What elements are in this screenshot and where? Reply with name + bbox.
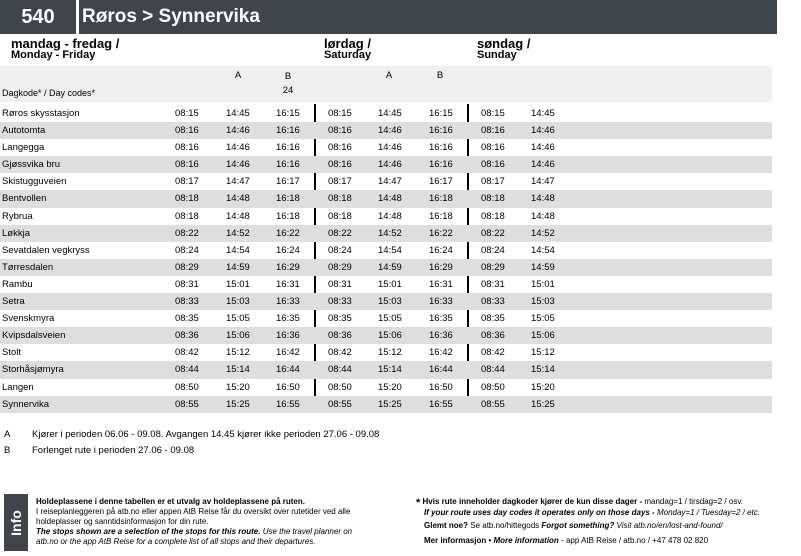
departure-time-saturday: 14:59 xyxy=(378,261,402,273)
day-code-note: mandag=1 / tirsdag=2 / osv. xyxy=(642,497,743,506)
stop-name: Rambu xyxy=(2,278,33,290)
departure-time-saturday: 14:46 xyxy=(378,125,402,137)
departure-time-weekday: 08:22 xyxy=(175,227,199,239)
departure-time-weekday: 15:06 xyxy=(226,330,250,342)
departure-time-weekday: 15:05 xyxy=(226,313,250,325)
departure-time-saturday: 14:46 xyxy=(378,159,402,171)
departure-time-saturday: 15:06 xyxy=(378,330,402,342)
departure-time-weekday: 16:44 xyxy=(276,364,300,376)
departure-time-sunday: 08:55 xyxy=(481,398,505,410)
departure-time-weekday: 16:36 xyxy=(276,330,300,342)
info-italic-text: Use the travel planner on atb.no or the app AtB Reise for a complete list of all stops and their departures. xyxy=(36,527,353,546)
departure-time-saturday: 16:18 xyxy=(429,210,453,222)
stop-name: Skistugguveien xyxy=(2,176,67,188)
stop-name: Tørresdalen xyxy=(2,261,54,273)
departure-time-saturday: 16:36 xyxy=(429,330,453,342)
day-code-weekday-b: B 24 xyxy=(282,71,294,96)
info-contact xyxy=(416,497,760,546)
day-heading-no: lørdag / xyxy=(324,36,371,51)
departure-time-saturday: 15:05 xyxy=(378,313,402,325)
departure-time-weekday: 16:17 xyxy=(276,176,300,188)
departure-time-saturday: 08:42 xyxy=(328,347,352,359)
departure-time-saturday: 16:17 xyxy=(429,176,453,188)
stop-name: Kvipsdalsveien xyxy=(2,330,66,342)
day-code-row xyxy=(0,66,772,102)
departure-time-sunday: 15:12 xyxy=(531,347,555,359)
day-code-note-en-bold: If your route uses day codes it operates only on those days - xyxy=(424,508,655,517)
departure-time-sunday: 14:59 xyxy=(531,261,555,273)
info-tab-label: Info xyxy=(8,509,24,536)
departure-time-weekday: 14:46 xyxy=(226,159,250,171)
departure-time-weekday: 16:55 xyxy=(276,398,300,410)
departure-time-sunday: 08:16 xyxy=(481,142,505,154)
departure-time-saturday: 16:16 xyxy=(429,159,453,171)
departure-time-weekday: 08:50 xyxy=(175,381,199,393)
stop-name: Langen xyxy=(2,381,34,393)
departure-time-weekday: 14:59 xyxy=(226,261,250,273)
departure-time-weekday: 15:12 xyxy=(226,347,250,359)
departure-time-saturday: 16:44 xyxy=(429,364,453,376)
header-divider xyxy=(76,0,79,34)
table-row xyxy=(0,361,772,378)
departure-time-sunday: 08:22 xyxy=(481,227,505,239)
departure-time-saturday: 14:52 xyxy=(378,227,402,239)
table-row xyxy=(0,122,772,139)
departure-time-sunday: 08:35 xyxy=(481,313,505,325)
departure-time-saturday: 08:55 xyxy=(328,398,352,410)
departure-time-sunday: 08:33 xyxy=(481,296,505,308)
departure-time-saturday: 15:03 xyxy=(378,296,402,308)
departure-time-saturday: 16:24 xyxy=(429,244,453,256)
departure-time-sunday: 14:46 xyxy=(531,159,555,171)
departure-time-weekday: 08:17 xyxy=(175,176,199,188)
departure-time-saturday: 14:48 xyxy=(378,193,402,205)
lost-found-en-bold: Forgot something? xyxy=(541,521,615,530)
table-row xyxy=(0,293,772,310)
departure-time-weekday: 14:48 xyxy=(226,210,250,222)
day-code-explanation-en xyxy=(416,508,760,518)
departure-time-weekday: 08:24 xyxy=(175,244,199,256)
departure-time-saturday: 16:35 xyxy=(429,313,453,325)
stop-name: Røros skysstasjon xyxy=(2,108,80,119)
departure-time-saturday: 16:22 xyxy=(429,227,453,239)
departure-time-sunday: 08:31 xyxy=(481,278,505,290)
departure-time-saturday: 08:50 xyxy=(328,381,352,393)
departure-time-saturday: 16:42 xyxy=(429,347,453,359)
departure-time-weekday: 08:18 xyxy=(175,193,199,205)
lost-found-en-link[interactable]: Visit atb.no/en/lost-and-found/ xyxy=(614,521,723,530)
departure-time-sunday: 14:48 xyxy=(531,193,555,205)
stop-name: Stolt xyxy=(2,347,22,359)
departure-time-saturday: 14:45 xyxy=(378,108,402,119)
table-row xyxy=(0,396,772,413)
stop-name: Synnervika xyxy=(2,398,49,410)
departure-time-sunday: 08:17 xyxy=(481,176,505,188)
more-info xyxy=(416,536,760,546)
departure-time-saturday: 08:44 xyxy=(328,364,352,376)
departure-time-saturday: 08:31 xyxy=(328,278,352,290)
departure-time-weekday: 15:25 xyxy=(226,398,250,410)
table-row xyxy=(0,276,772,293)
departure-time-saturday: 14:48 xyxy=(378,210,402,222)
table-row xyxy=(0,208,772,225)
footnote-text: Kjører i perioden 06.06 - 09.08. Avgangen 14.45 kjører ikke perioden 27.06 - 09.08 xyxy=(32,429,380,440)
departure-time-weekday: 16:29 xyxy=(276,261,300,273)
departure-time-sunday: 15:03 xyxy=(531,296,555,308)
departure-time-weekday: 08:42 xyxy=(175,347,199,359)
day-code-note-en: Monday=1 / Tuesday=2 / etc. xyxy=(654,508,760,517)
info-bold-italic: The stops shown are a selection of the stops for this route. xyxy=(36,527,261,536)
departure-time-weekday: 16:50 xyxy=(276,381,300,393)
departure-time-sunday: 14:54 xyxy=(531,244,555,256)
departure-time-saturday: 08:16 xyxy=(328,125,352,137)
departure-time-saturday: 15:20 xyxy=(378,381,402,393)
day-code-weekday-a: A xyxy=(234,70,242,81)
departure-time-weekday: 16:16 xyxy=(276,159,300,171)
departure-time-sunday: 08:16 xyxy=(481,159,505,171)
stop-name: Løkkja xyxy=(2,227,30,239)
departure-time-weekday: 08:16 xyxy=(175,159,199,171)
departure-time-saturday: 14:47 xyxy=(378,176,402,188)
departure-time-sunday: 15:25 xyxy=(531,398,555,410)
departure-time-sunday: 08:44 xyxy=(481,364,505,376)
departure-time-weekday: 15:14 xyxy=(226,364,250,376)
departure-time-weekday: 14:48 xyxy=(226,193,250,205)
day-heading-no: mandag - fredag / xyxy=(11,36,120,51)
departure-time-weekday: 16:18 xyxy=(276,210,300,222)
day-code-saturday-b: B xyxy=(436,70,444,81)
departure-time-saturday: 15:01 xyxy=(378,278,402,290)
departure-time-weekday: 08:16 xyxy=(175,125,199,137)
departure-time-saturday: 08:16 xyxy=(328,142,352,154)
footnote-mark: A xyxy=(4,429,11,440)
info-bold-line: Holdeplassene i denne tabellen er et utvalg av holdeplassene på ruten. xyxy=(36,497,305,506)
departure-time-weekday: 14:52 xyxy=(226,227,250,239)
departure-time-sunday: 08:15 xyxy=(481,108,505,119)
departure-time-sunday: 14:45 xyxy=(531,108,555,119)
stop-name: Setra xyxy=(2,296,25,308)
day-heading-sunday xyxy=(477,37,530,61)
stop-name: Svenskmyra xyxy=(2,313,55,325)
departure-time-sunday: 14:46 xyxy=(531,142,555,154)
departure-time-saturday: 08:36 xyxy=(328,330,352,342)
departure-time-saturday: 08:15 xyxy=(328,108,352,119)
table-row xyxy=(0,344,772,361)
departure-time-saturday: 08:29 xyxy=(328,261,352,273)
footnote-text: Forlenget rute i perioden 27.06 - 09.08 xyxy=(32,445,195,456)
departure-time-saturday: 15:25 xyxy=(378,398,402,410)
table-row xyxy=(0,310,772,327)
departure-time-saturday: 08:22 xyxy=(328,227,352,239)
departure-time-weekday: 16:33 xyxy=(276,296,300,308)
table-row xyxy=(0,327,772,344)
table-row xyxy=(0,242,772,259)
stop-name: Langegga xyxy=(2,142,45,154)
departure-time-saturday: 08:24 xyxy=(328,244,352,256)
departure-time-sunday: 08:18 xyxy=(481,193,505,205)
departure-time-weekday: 08:44 xyxy=(175,364,199,376)
departure-time-sunday: 14:48 xyxy=(531,210,555,222)
departure-time-saturday: 16:33 xyxy=(429,296,453,308)
stop-name: Gjøssvika bru xyxy=(2,159,61,171)
departure-time-weekday: 08:35 xyxy=(175,313,199,325)
day-code-label: Dagkode* / Day codes* xyxy=(2,88,96,98)
day-code-explanation xyxy=(416,497,760,508)
departure-time-sunday: 08:29 xyxy=(481,261,505,273)
departure-time-weekday: 14:54 xyxy=(226,244,250,256)
departure-time-saturday: 15:12 xyxy=(378,347,402,359)
departure-time-weekday: 08:36 xyxy=(175,330,199,342)
departure-time-weekday: 16:31 xyxy=(276,278,300,290)
departure-time-weekday: 16:24 xyxy=(276,244,300,256)
departure-time-saturday: 16:55 xyxy=(429,398,453,410)
day-code-note-bold: Hvis rute inneholder dagkoder kjører de kun disse dager - xyxy=(422,497,643,506)
departure-time-weekday: 08:15 xyxy=(175,108,199,119)
more-info-bold: Mer informasjon • xyxy=(424,536,492,545)
more-info-en: More information xyxy=(491,536,559,545)
departure-time-saturday: 08:18 xyxy=(328,193,352,205)
info-normal-text: I reiseplanleggeren på atb.no eller appen AtB Reise får du oversikt over rutetider ved alle holdeplasser og sanntidsinformasjon for din rute. xyxy=(36,507,351,526)
departure-time-saturday: 16:31 xyxy=(429,278,453,290)
departure-time-weekday: 14:47 xyxy=(226,176,250,188)
departure-time-weekday: 08:16 xyxy=(175,142,199,154)
info-tab xyxy=(4,494,28,551)
departure-time-weekday: 08:18 xyxy=(175,210,199,222)
departure-time-weekday: 15:20 xyxy=(226,381,250,393)
departure-time-saturday: 08:18 xyxy=(328,210,352,222)
more-info-contact[interactable]: - app AtB Reise / atb.no / +47 478 02 820 xyxy=(558,536,709,545)
departure-time-sunday: 08:24 xyxy=(481,244,505,256)
departure-time-sunday: 14:46 xyxy=(531,125,555,137)
departure-time-weekday: 16:18 xyxy=(276,193,300,205)
day-heading-saturday xyxy=(324,37,371,61)
day-heading-en: Sunday xyxy=(477,49,517,61)
departure-time-saturday: 08:17 xyxy=(328,176,352,188)
route-name: Røros > Synnervika xyxy=(82,6,260,27)
departure-time-weekday: 08:33 xyxy=(175,296,199,308)
departure-time-sunday: 15:20 xyxy=(531,381,555,393)
departure-time-weekday: 14:46 xyxy=(226,125,250,137)
info-stops-note xyxy=(36,497,376,547)
table-row xyxy=(0,105,772,122)
departure-time-sunday: 14:47 xyxy=(531,176,555,188)
departure-time-weekday: 15:01 xyxy=(226,278,250,290)
lost-found-link[interactable]: Se atb.no/hittegods xyxy=(468,521,542,530)
departure-time-weekday: 14:45 xyxy=(226,108,250,119)
departure-time-weekday: 08:55 xyxy=(175,398,199,410)
departure-time-sunday: 15:05 xyxy=(531,313,555,325)
departure-time-sunday: 08:42 xyxy=(481,347,505,359)
departure-time-saturday: 08:33 xyxy=(328,296,352,308)
table-row xyxy=(0,190,772,207)
departure-time-weekday: 16:16 xyxy=(276,125,300,137)
timetable-rows xyxy=(0,105,772,413)
departure-time-sunday: 15:14 xyxy=(531,364,555,376)
departure-time-saturday: 16:15 xyxy=(429,108,453,119)
departure-time-saturday: 16:16 xyxy=(429,125,453,137)
day-heading-en: Monday - Friday xyxy=(11,49,96,61)
footnote-mark: B xyxy=(4,445,11,456)
departure-time-weekday: 16:15 xyxy=(276,108,300,119)
stop-name: Bentvollen xyxy=(2,193,47,205)
departure-time-saturday: 16:16 xyxy=(429,142,453,154)
lost-found-bold: Glemt noe? xyxy=(424,521,469,530)
departure-time-weekday: 16:42 xyxy=(276,347,300,359)
departure-time-sunday: 08:36 xyxy=(481,330,505,342)
departure-time-saturday: 14:54 xyxy=(378,244,402,256)
departure-time-saturday: 08:35 xyxy=(328,313,352,325)
departure-time-saturday: 14:46 xyxy=(378,142,402,154)
departure-time-weekday: 16:35 xyxy=(276,313,300,325)
departure-time-weekday: 15:03 xyxy=(226,296,250,308)
departure-time-saturday: 08:16 xyxy=(328,159,352,171)
day-heading-weekday xyxy=(11,37,119,61)
day-heading-en: Saturday xyxy=(324,49,372,61)
asterisk: * xyxy=(416,497,421,509)
stop-name: Storhåsjømyra xyxy=(2,364,64,376)
departure-time-weekday: 16:22 xyxy=(276,227,300,239)
day-code-saturday-a: A xyxy=(385,70,393,81)
stop-name: Autotomta xyxy=(2,125,46,137)
departure-time-saturday: 15:14 xyxy=(378,364,402,376)
table-row xyxy=(0,173,772,190)
table-row xyxy=(0,139,772,156)
departure-time-saturday: 16:50 xyxy=(429,381,453,393)
stop-name: Rybrua xyxy=(2,210,33,222)
departure-time-sunday: 08:50 xyxy=(481,381,505,393)
table-row xyxy=(0,379,772,396)
departure-time-sunday: 14:52 xyxy=(531,227,555,239)
table-row xyxy=(0,156,772,173)
lost-found xyxy=(416,521,760,531)
departure-time-sunday: 08:18 xyxy=(481,210,505,222)
stop-name: Sevatdalen vegkryss xyxy=(2,244,90,256)
departure-time-sunday: 08:16 xyxy=(481,125,505,137)
departure-time-weekday: 08:29 xyxy=(175,261,199,273)
departure-time-saturday: 16:29 xyxy=(429,261,453,273)
departure-time-sunday: 15:01 xyxy=(531,278,555,290)
day-heading-no: søndag / xyxy=(477,36,531,51)
departure-time-saturday: 16:18 xyxy=(429,193,453,205)
departure-time-weekday: 08:31 xyxy=(175,278,199,290)
departure-time-weekday: 14:46 xyxy=(226,142,250,154)
departure-time-weekday: 16:16 xyxy=(276,142,300,154)
table-row xyxy=(0,259,772,276)
table-row xyxy=(0,225,772,242)
departure-time-sunday: 15:06 xyxy=(531,330,555,342)
route-number: 540 xyxy=(0,0,76,34)
